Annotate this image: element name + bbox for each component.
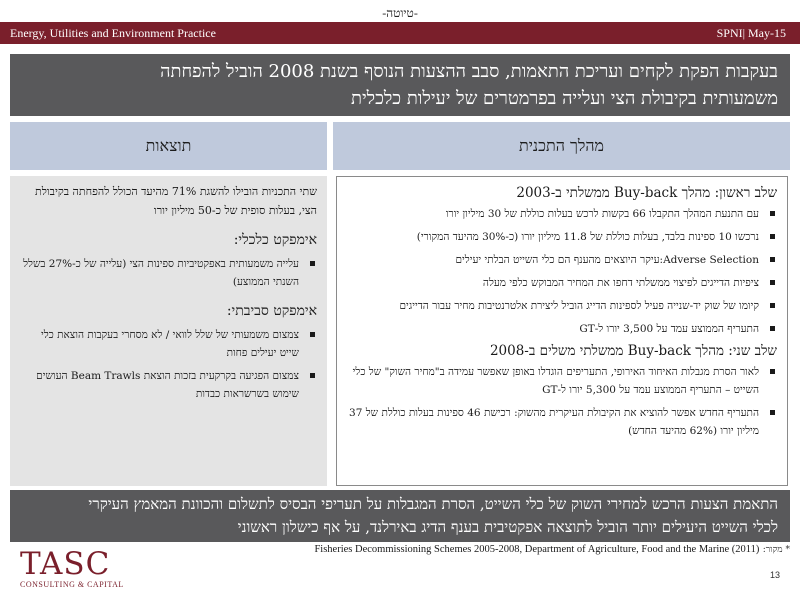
list-item: עלייה משמעותית באפקטיביות ספינות הצי (עלייה של כ-27% בשלל השנתי הממוצע) bbox=[20, 255, 317, 291]
page-number: 13 bbox=[769, 570, 780, 580]
list-item: ציפיות הדייגים לפיצוי ממשלתי דחפו את המחיר המבוקש כלפי מעלה bbox=[347, 274, 777, 292]
environmental-impact-list bbox=[20, 326, 317, 403]
results-panel bbox=[10, 176, 327, 486]
list-item: צמצום משמעותי של שלל לוואי / לא מסחרי בעקבות הוצאת כלי שייט יעילים פחות bbox=[20, 326, 317, 362]
stage1-title: שלב ראשון: מהלך Buy-back ממשלתי ב-2003 bbox=[516, 185, 777, 201]
logo-tagline: CONSULTING & CAPITAL bbox=[20, 580, 124, 589]
draft-label: -טיוטה- bbox=[382, 6, 418, 20]
stage1-list bbox=[347, 205, 777, 338]
slide-title-line2: משמעותית בקיבולת הצי ועלייה בפרמטרים של יעילות כלכלית bbox=[350, 88, 778, 109]
header-bar bbox=[0, 22, 800, 44]
conclusion-line2: לכלי השייט היעילים יותר הוביל לתוצאה אפקטיבית בענף הדיג באירלנד, על אף כישלון ראשוני bbox=[237, 518, 778, 536]
economic-impact-list bbox=[20, 255, 317, 291]
economic-impact-title: אימפקט כלכלי: bbox=[233, 232, 317, 248]
stage2-title: שלב שני: מהלך Buy-back ממשלתי משלים ב-2008 bbox=[489, 343, 777, 359]
list-item: קיומו של שוק יד-שנייה פעיל לספינות הדייג הוביל ליצירת אלטרנטיבות מחיר עבור הדייגים bbox=[347, 297, 777, 315]
logo-name: TASC bbox=[20, 546, 111, 582]
list-item: נרכשו 10 ספינות בלבד, בעלות כוללת של 11.8 מיליון יורו (כ-30% מהיעד המקורי) bbox=[347, 228, 777, 246]
list-item: לאור הסרת מגבלות האיחוד האירופי, התעריפים הוגדלו באופן שאפשר עמידה ב"מחיר השוק" של כלי השייט – התעריף הממוצע עמד על 5,300 יורו ל-GT bbox=[347, 363, 777, 399]
source-label: * מקור: bbox=[762, 545, 790, 555]
list-item: התעריף הממוצע עמד על 3,500 יורו ל-GT bbox=[347, 320, 777, 338]
report-id: SPNI| May-15 bbox=[716, 26, 786, 40]
practice-name: Energy, Utilities and Environment Practice bbox=[10, 26, 216, 40]
list-item: עם התנעת המהלך התקבלו 66 בקשות לרכש בעלות כוללת של 30 מיליון יורו bbox=[347, 205, 777, 223]
list-item: Adverse Selection:עיקר היוצאים מהענף הם כלי השייט הבלתי יעילים bbox=[347, 251, 777, 269]
process-column-header: מהלך התכנית bbox=[333, 122, 790, 170]
conclusion-line1: התאמת הצעות הרכש למחירי השוק של כלי השייט, הסרת המגבלות על תעריפי הבסיס לתשלום והכוונת המאמץ העיקרי bbox=[88, 495, 778, 513]
tasc-logo bbox=[20, 548, 132, 590]
conclusion-bar bbox=[10, 490, 790, 542]
source-text: Fisheries Decommissioning Schemes 2005-2008, Department of Agriculture, Food and the Marine (2011) bbox=[314, 544, 760, 555]
process-panel bbox=[336, 176, 788, 486]
environmental-impact-title: אימפקט סביבתי: bbox=[226, 303, 317, 319]
results-column-header: תוצאות bbox=[10, 122, 327, 170]
stage2-list bbox=[347, 363, 777, 440]
slide-title bbox=[10, 54, 790, 116]
results-summary: שתי התכניות הובילו להשגת 71% מהיעד הכולל להפחתה בקיבולת הצי, בעלות סופית של כ-50 מיליון יורו bbox=[35, 185, 317, 217]
slide-title-line1: בעקבות הפקת לקחים ועריכת התאמות, סבב ההצעות הנוסף בשנת 2008 הוביל להפחתה bbox=[160, 61, 778, 82]
list-item: התעריף החדש אפשר להוציא את הקיבולת העיקרית מהשוק: רכישת 46 ספינות בעלות כוללת של 37 מיליון יורו (62% מהיעד החדש) bbox=[347, 404, 777, 440]
source-note bbox=[150, 543, 790, 559]
list-item: צמצום הפגיעה בקרקעית בזכות הוצאת Beam Trawls העושים שימוש בשרשראות כבדות bbox=[20, 367, 317, 403]
